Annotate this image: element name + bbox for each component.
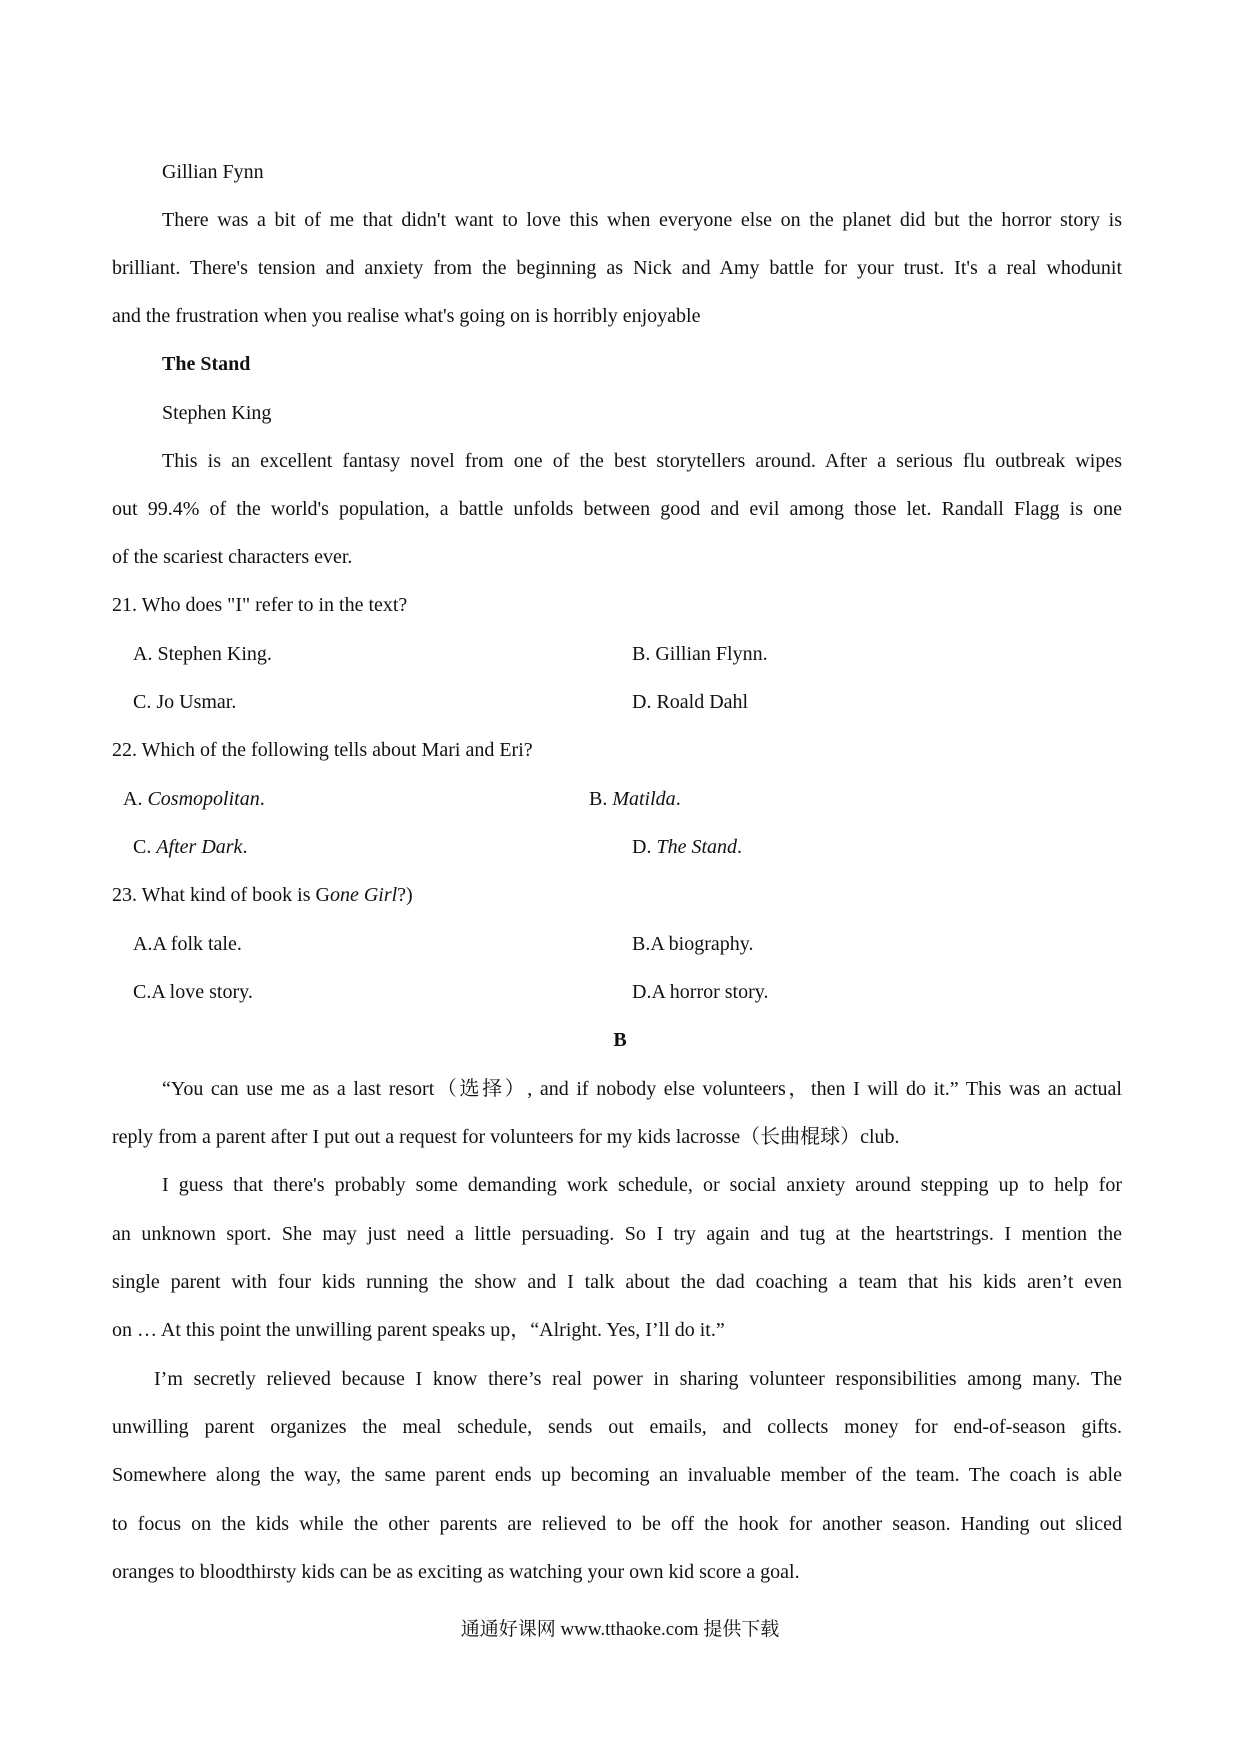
option-b: B. Gillian Flynn.	[632, 643, 768, 665]
review-line: There was a bit of me that didn't want to love this when everyone else on the planet did but the horror story is	[162, 209, 1122, 231]
option-b: B.A biography.	[632, 933, 754, 955]
option-label: D.	[632, 836, 657, 858]
book-title: Matilda	[612, 788, 676, 810]
option-d: D.A horror story.	[632, 981, 769, 1003]
review-line: of the scariest characters ever.	[112, 546, 353, 568]
question-stem	[112, 881, 413, 909]
book-title: The Stand	[656, 836, 738, 858]
option-c: C. Jo Usmar.	[133, 691, 237, 713]
book-author: Stephen King	[162, 402, 272, 424]
review-line: and the frustration when you realise what's going on is horribly enjoyable	[112, 305, 701, 327]
paragraph-line: reply from a parent after I put out a request for volunteers for my kids lacrosse（长曲棍球）club.	[112, 1126, 900, 1148]
review-line: brilliant. There's tension and anxiety from the beginning as Nick and Amy battle for your trust. It's a real whodunit	[112, 257, 1122, 279]
option-a: A. Stephen King.	[133, 643, 272, 665]
book-title: The Stand	[162, 353, 251, 375]
option-label: C.	[133, 836, 157, 858]
page-footer: 通通好课网 www.tthaoke.com 提供下载	[460, 1619, 780, 1640]
paragraph-line: I’m secretly relieved because I know there’s real power in sharing volunteer responsibilities among many. The	[154, 1368, 1122, 1390]
paragraph-line: an unknown sport. She may just need a little persuading. So I try again and tug at the heartstrings. I mention the	[112, 1223, 1122, 1245]
option-a: A.A folk tale.	[133, 933, 242, 955]
review-line: out 99.4% of the world's population, a battle unfolds between good and evil among those let. Randall Flagg is one	[112, 498, 1122, 520]
option-b	[589, 785, 681, 813]
option-c: C.A love story.	[133, 981, 253, 1003]
paragraph-line: on … At this point the unwilling parent speaks up，“Alright. Yes, I’ll do it.”	[112, 1319, 725, 1341]
punctuation: .	[259, 788, 265, 810]
book-author: Gillian Fynn	[162, 161, 264, 183]
question-stem: 21. Who does "I" refer to in the text?	[112, 594, 408, 616]
paragraph-line: to focus on the kids while the other parents are relieved to be off the hook for another season. Handing out sliced	[112, 1513, 1122, 1535]
review-line: This is an excellent fantasy novel from one of the best storytellers around. After a serious flu outbreak wipes	[162, 450, 1122, 472]
paragraph-line: oranges to bloodthirsty kids can be as exciting as watching your own kid score a goal.	[112, 1561, 800, 1583]
option-d	[632, 833, 742, 861]
punctuation: .	[737, 836, 743, 858]
paragraph-line: “You can use me as a last resort（选择）, and if nobody else volunteers，then I will do it.” This was an actual	[162, 1078, 1122, 1100]
section-heading: B	[613, 1029, 627, 1051]
stem-text: 23. What kind of book is G	[112, 884, 330, 906]
paragraph-line: I guess that there's probably some demanding work schedule, or social anxiety around stepping up to help for	[162, 1174, 1122, 1196]
paragraph-line: Somewhere along the way, the same parent ends up becoming an invaluable member of the team. The coach is able	[112, 1464, 1122, 1486]
option-c	[133, 833, 247, 861]
option-d: D. Roald Dahl	[632, 691, 749, 713]
paragraph-line: single parent with four kids running the show and I talk about the dad coaching a team that his kids aren’t even	[112, 1271, 1122, 1293]
book-title: Cosmopolitan	[147, 788, 260, 810]
question-stem: 22. Which of the following tells about Mari and Eri?	[112, 739, 533, 761]
book-title: After Dark	[156, 836, 243, 858]
book-title: one Girl	[329, 884, 398, 906]
paragraph-line: unwilling parent organizes the meal schedule, sends out emails, and collects money for end-of-season gifts.	[112, 1416, 1122, 1438]
option-a	[123, 785, 265, 813]
option-label: A.	[123, 788, 148, 810]
option-label: B.	[589, 788, 613, 810]
punctuation: .	[675, 788, 681, 810]
punctuation: .	[242, 836, 248, 858]
stem-text: ?)	[397, 884, 413, 906]
